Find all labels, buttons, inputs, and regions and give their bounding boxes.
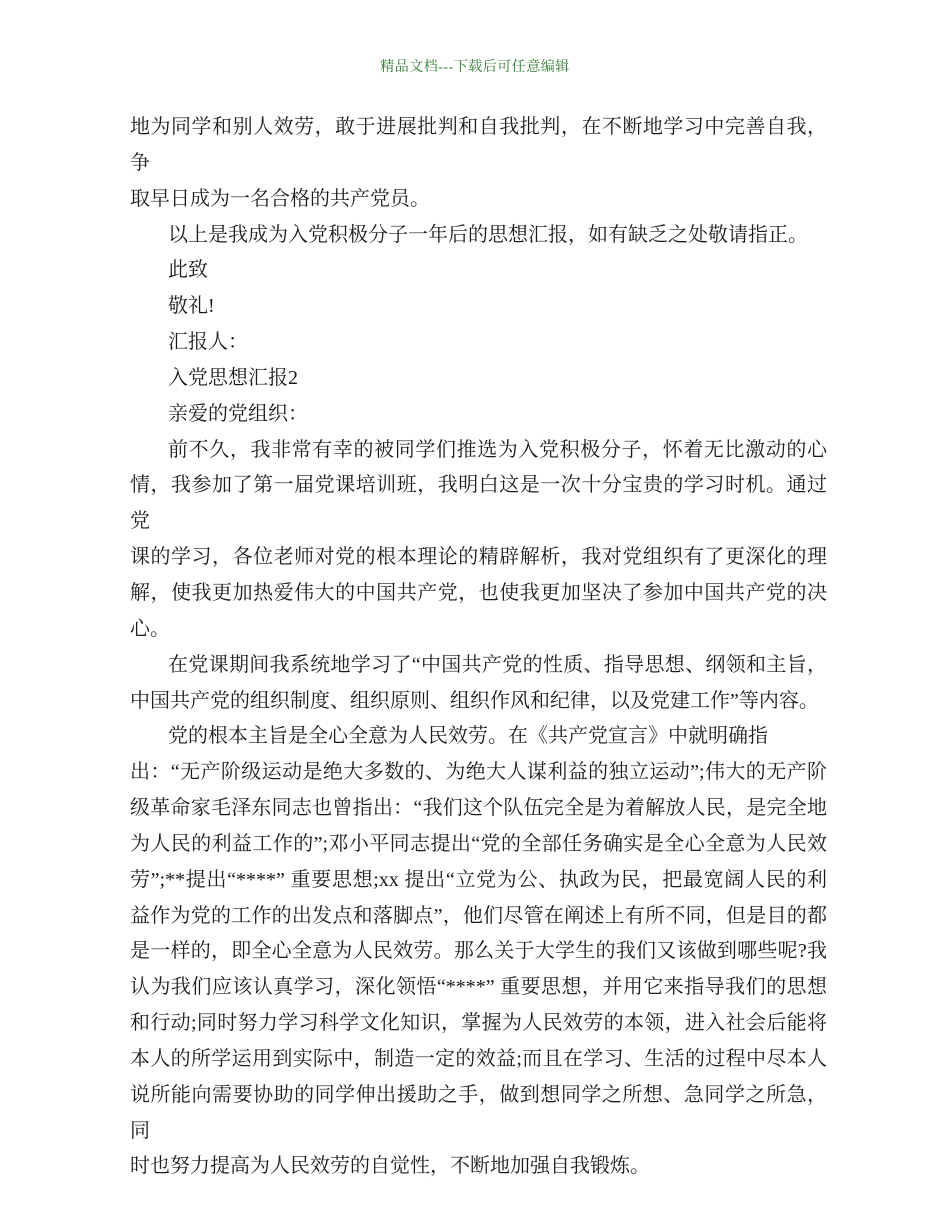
text-line: 入党思想汇报2 <box>168 366 298 389</box>
text-line: 以上是我成为入党积极分子一年后的思想汇报，如有缺乏之处敬请指正。 <box>168 223 808 246</box>
text-line: 益作为党的工作的出发点和落脚点”，他们尽管在阐述上有所不同，但是目的都 <box>130 904 827 927</box>
text-line: 劳”;**提出“****” 重要思想;xx 提出“立党为公、执政为民，把最宽阔人民的利 <box>130 868 827 891</box>
text-line: 为人民的利益工作的”;邓小平同志提出“党的全部任务确实是全心全意为人民效 <box>130 832 827 855</box>
text-line: 情，我参加了第一届党课培训班，我明白这是一次十分宝贵的学习时机。通过党 <box>130 474 827 533</box>
text-line: 和行动;同时努力学习科学文化知识，掌握为人民效劳的本领，进入社会后能将 <box>130 1012 827 1035</box>
text-line: 认为我们应该认真学习，深化领悟“****” 重要思想，并用它来指导我们的思想 <box>130 976 827 999</box>
text-line: 取早日成为一名合格的共产党员。 <box>130 187 430 210</box>
text-line: 敬礼! <box>168 295 215 318</box>
text-line: 时也努力提高为人民效劳的自觉性，不断地加强自我锻炼。 <box>130 1155 650 1178</box>
text-line: 在党课期间我系统地学习了“中国共产党的性质、指导思想、纲领和主旨， <box>168 653 827 676</box>
text-line: 地为同学和别人效劳，敢于进展批判和自我批判，在不断地学习中完善自我，争 <box>130 116 827 174</box>
text-line: 亲爱的党组织： <box>168 402 308 425</box>
text-line: 心。 <box>130 617 170 640</box>
text-line: 级革命家毛泽东同志也曾指出：“我们这个队伍完全是为着解放人民，是完全地 <box>130 797 827 820</box>
text-line: 前不久，我非常有幸的被同学们推选为入党积极分子，怀着无比激动的心 <box>168 438 827 461</box>
text-line: 解，使我更加热爱伟大的中国共产党，也使我更加坚决了参加中国共产党的决 <box>130 581 827 604</box>
text-line: 说所能向需要协助的同学伸出援助之手，做到想同学之所想、急同学之所急，同 <box>130 1083 827 1142</box>
text-line: 此致 <box>168 259 208 282</box>
document-body <box>130 110 827 1185</box>
text-line: 是一样的，即全心全意为人民效劳。那么关于大学生的我们又该做到哪些呢?我 <box>130 940 827 963</box>
text-line: 课的学习，各位老师对党的根本理论的精辟解析，我对党组织有了更深化的理 <box>130 546 827 569</box>
text-line: 中国共产党的组织制度、组织原则、组织作风和纪律，以及党建工作”等内容。 <box>130 689 819 712</box>
text-line: 汇报人： <box>168 331 248 354</box>
text-line: 党的根本主旨是全心全意为人民效劳。在《共产党宣言》中就明确指 <box>168 725 768 748</box>
text-line: 本人的所学运用到实际中，制造一定的效益;而且在学习、生活的过程中尽本人 <box>130 1047 827 1070</box>
header-watermark: 精品文档---下载后可任意编辑 <box>380 60 570 75</box>
text-line: 出：“无产阶级运动是绝大多数的、为绝大人谋利益的独立运动”;伟大的无产阶 <box>130 761 827 784</box>
